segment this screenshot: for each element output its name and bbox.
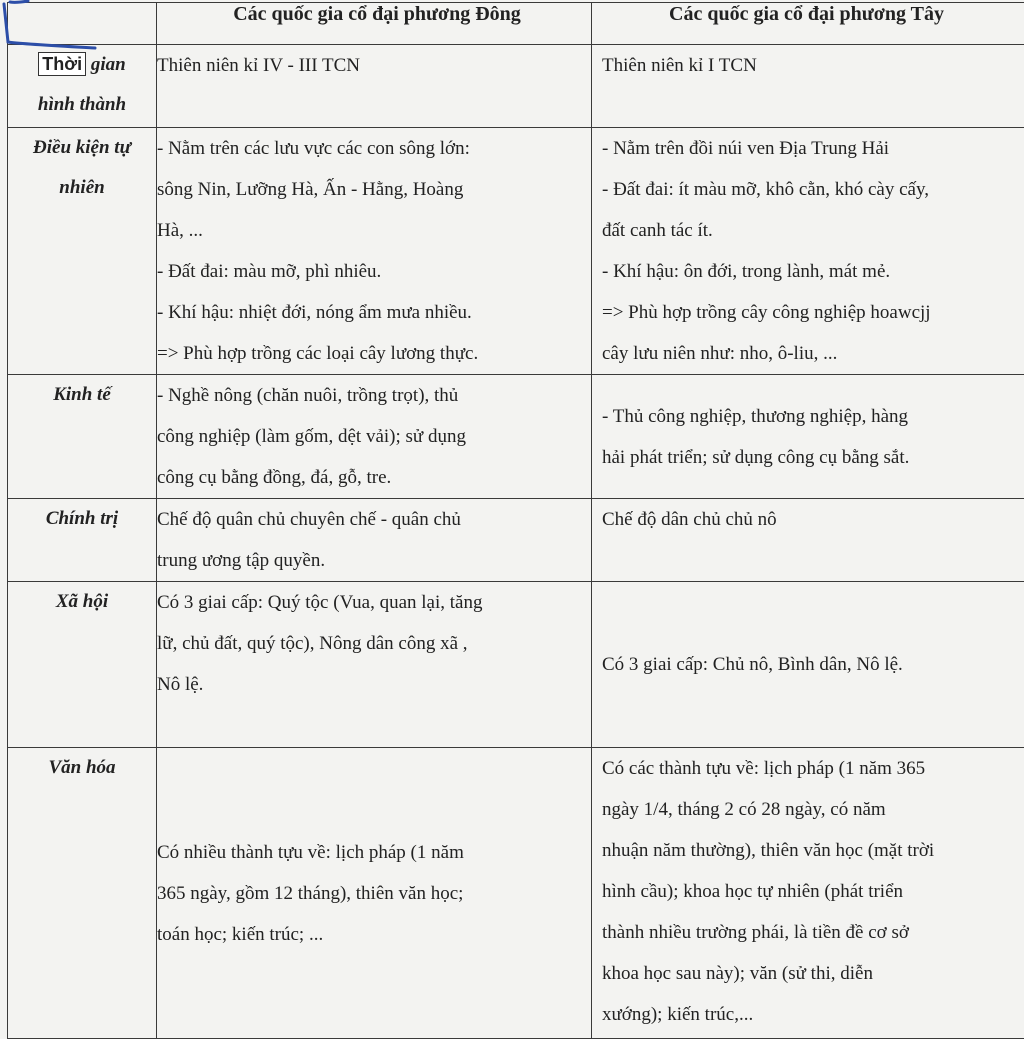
header-east-text: Các quốc gia cổ đại phương Đông	[233, 3, 521, 26]
cell-line: - Nghề nông (chăn nuôi, trồng trọt), thủ	[157, 375, 591, 416]
row-label-text: Văn hóa	[48, 757, 115, 778]
cell-line: - Đất đai: màu mỡ, phì nhiêu.	[157, 251, 591, 292]
row-label	[8, 375, 157, 499]
row-label-text: Chính trị	[46, 508, 118, 529]
cell-line: ngày 1/4, tháng 2 có 28 ngày, có năm	[602, 789, 1024, 830]
east-cell	[157, 748, 592, 1039]
row-label-text: gian	[91, 54, 126, 75]
cell-line: toán học; kiến trúc; ...	[157, 914, 591, 955]
cell-line: Có 3 giai cấp: Chủ nô, Bình dân, Nô lệ.	[602, 644, 1024, 685]
cell-line: => Phù hợp trồng các loại cây lương thực.	[157, 333, 591, 374]
west-cell	[592, 45, 1024, 128]
row-politics	[8, 499, 1024, 582]
cell-line: lữ, chủ đất, quý tộc), Nông dân công xã ,	[157, 623, 591, 664]
row-society	[8, 582, 1024, 748]
cell-line: - Khí hậu: nhiệt đới, nóng ẩm mưa nhiều.	[157, 292, 591, 333]
cell-line: trung ương tập quyền.	[157, 540, 591, 581]
cell-line: Có nhiều thành tựu về: lịch pháp (1 năm	[157, 832, 591, 873]
row-label	[8, 748, 157, 1039]
cell-line: Thiên niên kỉ I TCN	[602, 45, 1024, 86]
row-label	[8, 499, 157, 582]
cell-line: 365 ngày, gồm 12 tháng), thiên văn học;	[157, 873, 591, 914]
cell-line: sông Nin, Lưỡng Hà, Ấn - Hằng, Hoàng	[157, 169, 591, 210]
west-cell	[592, 375, 1024, 499]
east-cell	[157, 45, 592, 128]
cell-line: Hà, ...	[157, 210, 591, 251]
cell-line: công cụ bằng đồng, đá, gỗ, tre.	[157, 457, 591, 498]
row-culture	[8, 748, 1024, 1039]
row-label-text: Xã hội	[56, 591, 108, 612]
row-label	[8, 128, 157, 375]
east-cell	[157, 582, 592, 748]
cell-line: hải phát triển; sử dụng công cụ bằng sắt.	[602, 437, 1024, 478]
cell-line: - Đất đai: ít màu mỡ, khô cằn, khó cày cấy,	[602, 169, 1024, 210]
comparison-table	[7, 2, 1024, 1039]
highlighted-word: Thời	[38, 52, 86, 76]
row-label	[8, 45, 157, 128]
cell-line: đất canh tác ít.	[602, 210, 1024, 251]
cell-line: xướng); kiến trúc,...	[602, 994, 1024, 1035]
header-row	[8, 3, 1024, 45]
cell-line: Có các thành tựu về: lịch pháp (1 năm 365	[602, 748, 1024, 789]
row-economy	[8, 375, 1024, 499]
west-cell	[592, 128, 1024, 375]
header-criteria	[8, 3, 157, 45]
cell-line: Thiên niên kỉ IV - III TCN	[157, 45, 591, 86]
west-cell	[592, 582, 1024, 748]
cell-line: - Nằm trên đồi núi ven Địa Trung Hải	[602, 128, 1024, 169]
row-label	[8, 582, 157, 748]
header-west	[592, 3, 1024, 45]
cell-line: => Phù hợp trồng cây công nghiệp hoawcjj	[602, 292, 1024, 333]
cell-line: Nô lệ.	[157, 664, 591, 705]
cell-line: khoa học sau này); văn (sử thi, diễn	[602, 953, 1024, 994]
east-cell	[157, 128, 592, 375]
header-east	[157, 3, 592, 45]
cell-line: - Nằm trên các lưu vực các con sông lớn:	[157, 128, 591, 169]
cell-line: Có 3 giai cấp: Quý tộc (Vua, quan lại, tăng	[157, 582, 591, 623]
row-label-text: Điều kiện tự	[33, 137, 131, 158]
header-west-text: Các quốc gia cổ đại phương Tây	[669, 3, 944, 26]
row-natural-conditions	[8, 128, 1024, 375]
cell-line: nhuận năm thường), thiên văn học (mặt trời	[602, 830, 1024, 871]
west-cell	[592, 499, 1024, 582]
row-label-text: Kinh tế	[53, 384, 111, 405]
row-label-text: hình thành	[38, 94, 126, 115]
east-cell	[157, 499, 592, 582]
west-cell	[592, 748, 1024, 1039]
cell-line: hình cầu); khoa học tự nhiên (phát triển	[602, 871, 1024, 912]
east-cell	[157, 375, 592, 499]
cell-line: - Khí hậu: ôn đới, trong lành, mát mẻ.	[602, 251, 1024, 292]
cell-line: thành nhiều trường phái, là tiền đề cơ sở	[602, 912, 1024, 953]
cell-line: Chế độ dân chủ chủ nô	[602, 499, 1024, 540]
row-label-text: nhiên	[59, 177, 104, 198]
cell-line: cây lưu niên như: nho, ô-liu, ...	[602, 333, 1024, 374]
cell-line: Chế độ quân chủ chuyên chế - quân chủ	[157, 499, 591, 540]
cell-line: công nghiệp (làm gốm, dệt vải); sử dụng	[157, 416, 591, 457]
row-formation-time	[8, 45, 1024, 128]
cell-line: - Thủ công nghiệp, thương nghiệp, hàng	[602, 396, 1024, 437]
